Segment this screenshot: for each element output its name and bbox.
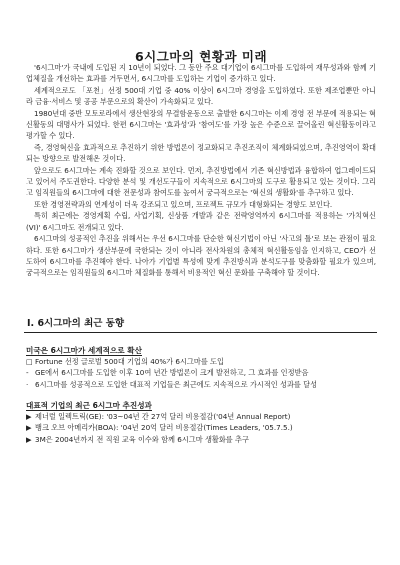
arrow-bullet-icon: ▶	[26, 434, 32, 444]
subsection-title-text: 대표적 기업의 최근 6시그마 추진성과	[26, 400, 152, 410]
arrow-bullet-icon: ▶	[26, 423, 32, 433]
list-item-text: 제너럴 일렉트릭(GE): '03~04년 간 27억 달러 비용절감('04년 Annual Report)	[35, 411, 291, 421]
intro-paragraph: 특히 최근에는 경영계획 수립, 사업기획, 신상품 개발과 같은 전략영역까지 6시그마를 적용하는 '가치혁신(VI)' 6시그마도 전개되고 있다.	[26, 211, 376, 232]
intro-paragraph: 또한 경영전략과의 연계성이 더욱 강조되고 있으며, 프로젝트 규모가 대형화되는 경향도 보인다.	[34, 199, 333, 209]
intro-paragraph: '6시그마'가 국내에 도입된 지 10년이 되었다. 그 동안 주요 대기업이 6시그마를 도입하여 재무성과와 함께 기업체질을 개선하는 효과를 거두면서, 6시그마를 도입하는 기업이 증가하고 있다.	[26, 63, 376, 84]
subsection-list	[26, 356, 376, 390]
list-item-text: 뱅크 오브 아메리카(BOA): '04년 20억 달러 비용절감(Times Leaders, '05.7.5.)	[35, 423, 293, 433]
intro-section	[26, 62, 376, 279]
dash-bullet-icon: -	[26, 368, 29, 378]
subsection-title-text: 미국은 6시그마가 세계적으로 확산	[26, 345, 142, 355]
list-item	[26, 434, 376, 445]
intro-paragraph: 즉, 경영혁신을 효과적으로 추진하기 위한 방법론이 정교화되고 추진조직이 체계화되었으며, 추진영역이 확대되는 방향으로 발전해온 것이다.	[26, 142, 376, 164]
list-item-text: 3M은 2004년까지 전 직원 교육 이수와 함께 6시그마 생활화를 추구	[35, 434, 249, 444]
subsection-list	[26, 411, 376, 445]
intro-paragraph: 세계적으로도 「포천」선정 500대 기업 중 40% 이상이 6시그마 경영을 도입하였다. 또한 제조업뿐만 아니라 금융·서비스 및 공공 부문으로의 확산이 가속화되고 있다.	[26, 85, 376, 107]
dot-bullet-icon: ·	[26, 379, 29, 389]
list-item-text: 6시그마를 성공적으로 도입한 대표적 기업들은 최근에도 지속적으로 가시적인 성과를 달성	[35, 379, 318, 389]
intro-paragraph: 1980년대 중반 모토로라에서 생산현장의 무결함운동으로 출발한 6시그마는 이제 경영 전 부문에 적용되는 혁신활동의 대명사가 되었다. 한편 6시그마는 '효과성'과 '참여도'를 가장 높은 수준으로 끌어올린 혁신활동이라고 평가할 수 있다.	[26, 108, 376, 141]
intro-paragraph: 6시그마의 성공적인 추진을 위해서는 우선 6시그마를 단순한 혁신기법이 아닌 '사고의 틀'로 보는 관점이 필요하다. 또한 6시그마가 생산부문에 국한되는 것이 아니라 전사차원의 총체적 혁신활동임을 인지하고, CEO가 선도하여 6시그마를 추진해야 한다. 나아가 기업별 특성에 맞게 추진방식과 분석도구를 맞춤화할 필요가 있으며, 궁극적으로는 임직원들의 6시그마 체질화를 통해서 비용적인 혁신 문화를 구축해야 할 것이다.	[26, 234, 376, 278]
list-item	[26, 356, 376, 367]
list-item-text: GE에서 6시그마를 도입한 이후 10여 년간 방법론이 크게 발전하고, 그 효과를 인정받음	[35, 368, 309, 378]
list-item	[26, 379, 376, 390]
list-item	[26, 411, 376, 422]
subsection-title	[26, 345, 376, 356]
page-title: 6시그마의 현황과 미래	[134, 49, 268, 64]
list-item	[26, 422, 376, 433]
list-item	[26, 367, 376, 378]
arrow-bullet-icon: ▶	[26, 411, 32, 421]
subsection-title	[26, 400, 376, 411]
section-heading: I. 6시그마의 최근 동향	[24, 316, 377, 333]
list-item-text: Fortune 선정 글로벌 500대 기업의 40%가 6시그마를 도입	[35, 356, 224, 366]
square-bullet-icon: □	[26, 356, 33, 366]
intro-paragraph: 앞으로도 6시그마는 계속 진화할 것으로 보인다. 먼저, 추진방법에서 기존 혁신방법과 융합하여 업그레이드되고 있어서 주도권한다. 다양한 분석 및 개선도구들이 지속적으로 6시그마의 도구로 활용되고 있는 것이다. 그리고 임직원들의 6시그마에 대한 전문성과 참여도를 높여서 궁극적으로는 '혁신의 생활화'를 추구하고 있다.	[26, 165, 376, 198]
